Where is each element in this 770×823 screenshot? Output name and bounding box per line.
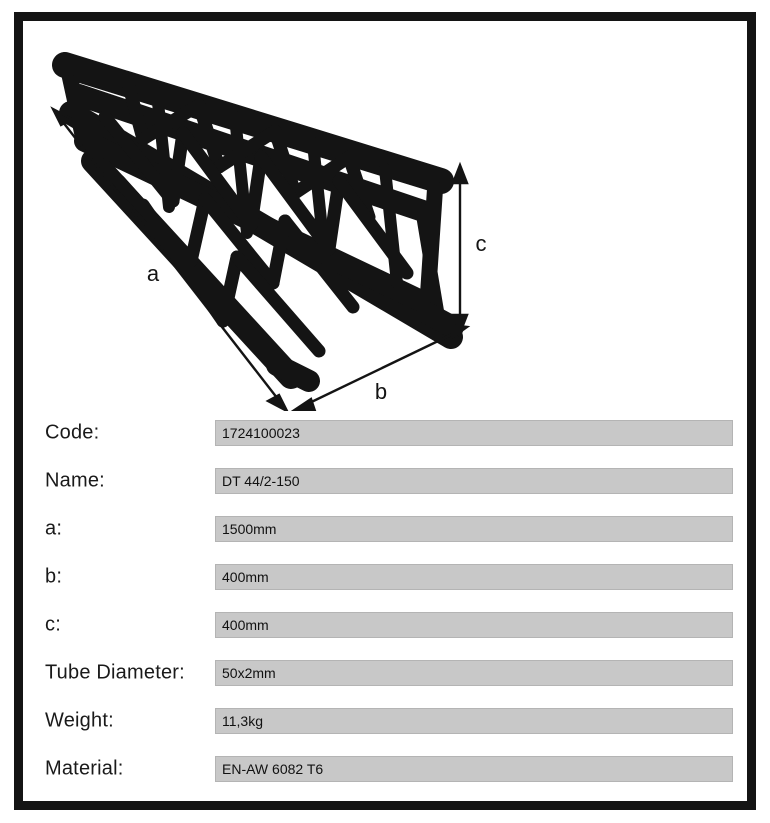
spec-label-c: c: [45,613,61,636]
spec-value-tube-diameter: 50x2mm [222,665,276,681]
truss-structure [65,65,453,381]
spec-field-b[interactable] [215,564,733,590]
spec-value-material: EN-AW 6082 T6 [222,761,324,777]
truss-diagram [23,21,747,411]
page-content [23,21,747,801]
spec-label-a: a: [45,517,63,540]
spec-label-code: Code: [45,421,100,444]
spec-row-tube-diameter [23,649,747,697]
spec-row-material [23,745,747,793]
spec-field-tube-diameter[interactable] [215,660,733,686]
spec-label-material: Material: [45,757,124,780]
spec-label-name: Name: [45,469,105,492]
specification-table [23,409,747,793]
spec-row-b [23,553,747,601]
spec-value-weight: 11,3kg [222,713,263,729]
spec-field-material[interactable] [215,756,733,782]
spec-field-weight[interactable] [215,708,733,734]
spec-row-c [23,601,747,649]
dimension-label-b: b [374,379,388,404]
spec-field-a[interactable] [215,516,733,542]
spec-row-a [23,505,747,553]
dimension-label-c: c [475,231,487,256]
spec-label-weight: Weight: [45,709,114,732]
spec-field-c[interactable] [215,612,733,638]
spec-label-tube-diameter: Tube Diameter: [45,661,185,684]
spec-value-b: 400mm [222,569,269,585]
page-border [14,12,756,810]
spec-value-code: 1724100023 [222,425,300,441]
spec-row-name [23,457,747,505]
dimension-label-a: a [146,261,160,286]
spec-value-name: DT 44/2-150 [222,473,300,489]
spec-label-b: b: [45,565,63,588]
spec-field-name[interactable] [215,468,733,494]
spec-row-weight [23,697,747,745]
spec-row-code [23,409,747,457]
spec-field-code[interactable] [215,420,733,446]
spec-value-c: 400mm [222,617,269,633]
spec-value-a: 1500mm [222,521,277,537]
